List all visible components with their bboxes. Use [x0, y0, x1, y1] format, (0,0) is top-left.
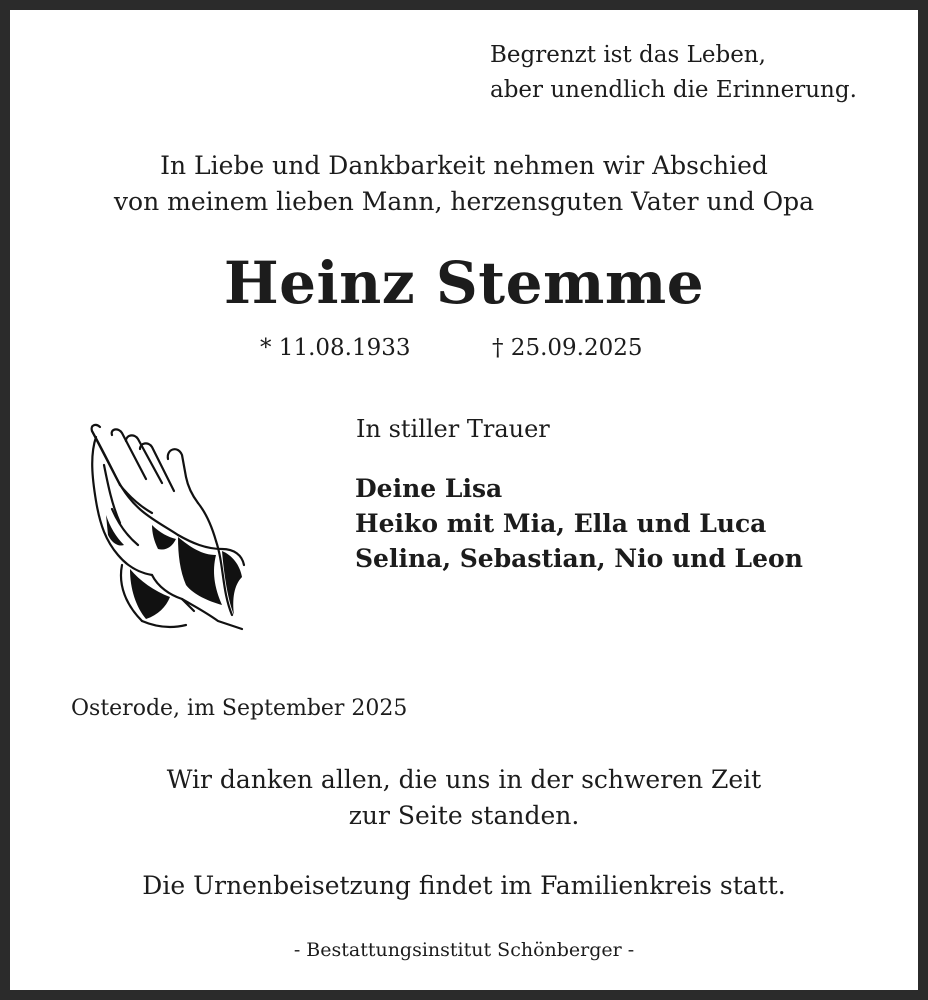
mourning-heading: In stiller Trauer	[356, 415, 550, 443]
praying-hands-icon	[82, 415, 247, 635]
thanks-text	[10, 762, 918, 834]
family-line: Deine Lisa	[355, 474, 503, 503]
quote-line: Begrenzt ist das Leben,	[490, 42, 766, 68]
memorial-quote	[490, 38, 857, 108]
thanks-line: zur Seite standen.	[348, 801, 580, 830]
intro-line: von meinem lieben Mann, herzensguten Vater und Opa	[113, 187, 815, 216]
urn-notice: Die Urnenbeisetzung findet im Familienkreis statt.	[142, 871, 786, 900]
deceased-name: Heinz Stemme	[223, 249, 705, 317]
family-list	[355, 471, 803, 576]
intro-text	[10, 148, 918, 220]
family-line: Selina, Sebastian, Nio und Leon	[355, 544, 803, 573]
funeral-home: - Bestattungsinstitut Schönberger -	[293, 939, 635, 961]
birth-date: * 11.08.1933	[260, 335, 411, 361]
place-date: Osterode, im September 2025	[71, 696, 408, 721]
intro-line: In Liebe und Dankbarkeit nehmen wir Abschied	[160, 151, 768, 180]
obituary-card	[10, 10, 918, 990]
quote-line: aber unendlich die Erinnerung.	[490, 77, 857, 103]
death-date: † 25.09.2025	[492, 335, 643, 361]
family-line: Heiko mit Mia, Ella und Luca	[355, 509, 767, 538]
thanks-line: Wir danken allen, die uns in der schweren Zeit	[166, 765, 762, 794]
